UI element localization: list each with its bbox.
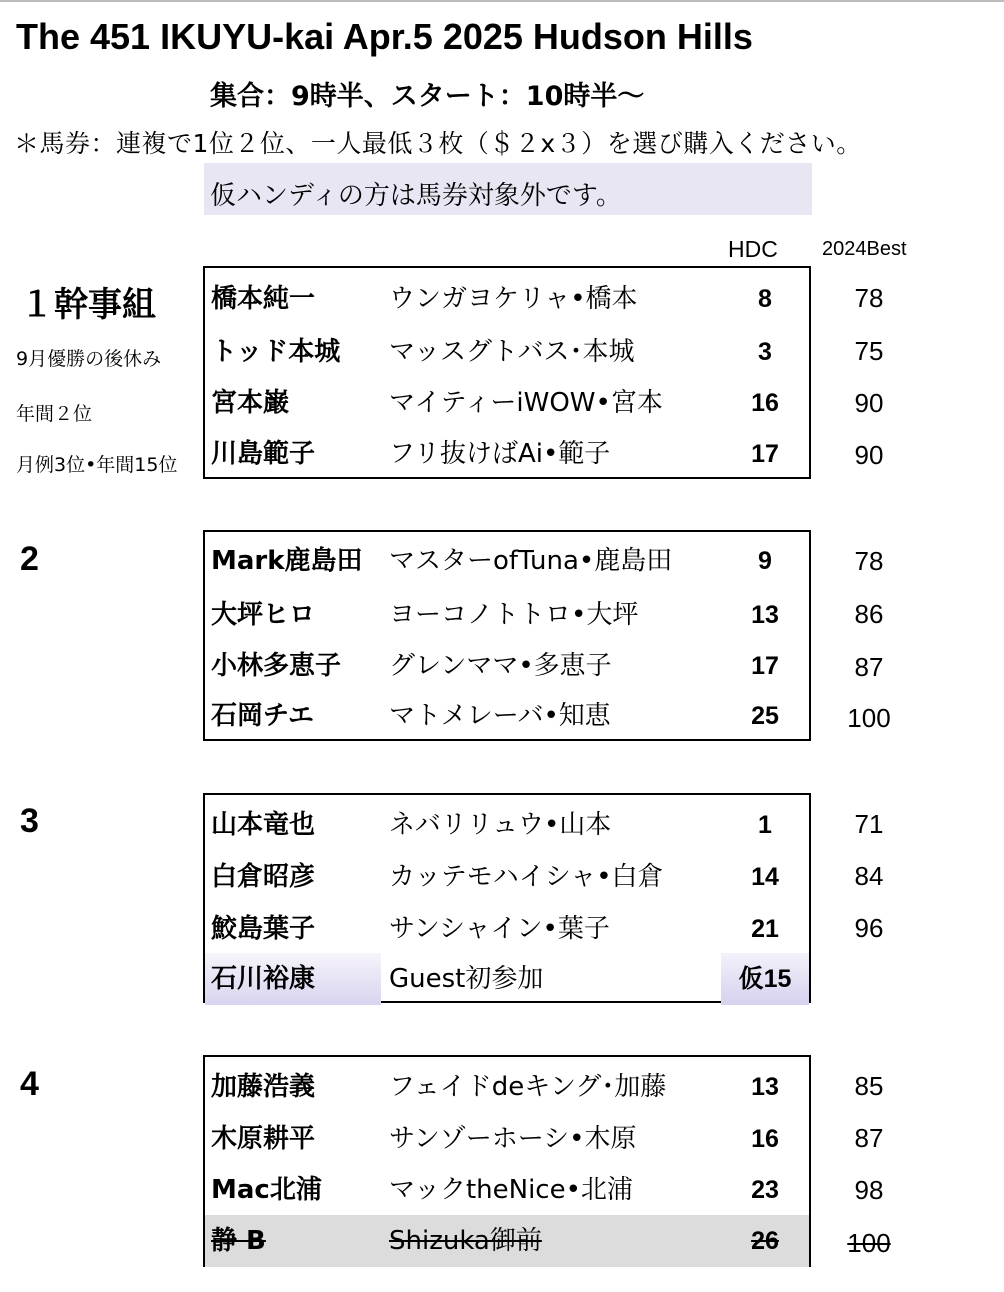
betting-note: ＊馬券：連複で1位２位、一人最低３枚（＄２x３）を選び購入ください。 bbox=[14, 129, 862, 158]
handicap: 23 bbox=[751, 1176, 779, 1204]
player-name: トッド本城 bbox=[211, 337, 341, 367]
player-name: 石岡チエ bbox=[211, 701, 314, 731]
player-row bbox=[205, 273, 809, 325]
team-name: カッテモハイシャ•白倉 bbox=[389, 862, 664, 892]
player-name: 白倉昭彦 bbox=[211, 862, 316, 892]
player-name: 大坪ヒロ bbox=[211, 600, 316, 630]
group-box bbox=[203, 530, 811, 741]
team-name: フリ抜けばAi•範子 bbox=[389, 439, 611, 469]
side-note: 9月優勝の後休み bbox=[16, 348, 162, 370]
top-divider bbox=[0, 0, 1004, 2]
best-score: 86 bbox=[854, 599, 884, 629]
player-row bbox=[205, 903, 809, 955]
best-column-header: 2024Best bbox=[822, 238, 907, 260]
best-score: 87 bbox=[854, 1123, 884, 1153]
best-score: 85 bbox=[854, 1071, 884, 1101]
handicap: 仮15 bbox=[721, 953, 809, 1005]
player-name: Mark鹿島田 bbox=[211, 546, 363, 576]
team-name: サンシャイン•葉子 bbox=[389, 914, 610, 944]
team-name: マックtheNice•北浦 bbox=[389, 1175, 633, 1205]
handicap: 17 bbox=[751, 652, 779, 680]
best-score: 78 bbox=[854, 283, 884, 313]
player-row bbox=[205, 690, 809, 742]
side-note: 月例3位•年間15位 bbox=[16, 454, 178, 476]
group-label: 2 bbox=[20, 540, 39, 578]
provisional-handicap-banner bbox=[204, 163, 812, 215]
team-name: フェイドdeキング･加藤 bbox=[389, 1072, 667, 1102]
player-row bbox=[205, 377, 809, 429]
team-name: ヨーコノトトロ•大坪 bbox=[389, 600, 639, 630]
handicap: 9 bbox=[758, 547, 772, 575]
best-score: 87 bbox=[854, 652, 884, 682]
banner-text: 仮ハンディの方は馬券対象外です。 bbox=[210, 181, 622, 211]
page-title: The 451 IKUYU-kai Apr.5 2025 Hudson Hills bbox=[16, 16, 753, 57]
player-name: 宮本巌 bbox=[211, 388, 290, 418]
hdc-column-header: HDC bbox=[728, 236, 778, 262]
team-name: グレンママ•多恵子 bbox=[389, 651, 612, 681]
group-label: 3 bbox=[20, 802, 39, 840]
guest-row bbox=[205, 953, 809, 1005]
handicap: 3 bbox=[758, 338, 772, 366]
player-row bbox=[205, 326, 809, 378]
team-name: マスターofTuna•鹿島田 bbox=[389, 546, 673, 576]
player-row bbox=[205, 589, 809, 641]
best-score: 100 bbox=[847, 703, 891, 733]
team-name: Shizuka御前 bbox=[389, 1226, 542, 1256]
best-score: 71 bbox=[854, 809, 884, 839]
team-name: マッスグトバス･本城 bbox=[389, 337, 635, 367]
player-name: Mac北浦 bbox=[211, 1175, 322, 1205]
group-box bbox=[203, 266, 811, 479]
best-score: 98 bbox=[854, 1175, 884, 1205]
meeting-time: 集合：9時半、スタート：10時半〜 bbox=[210, 81, 645, 112]
handicap: 16 bbox=[751, 1125, 779, 1153]
player-name: 静 B bbox=[211, 1226, 266, 1256]
group-label: 4 bbox=[20, 1065, 39, 1103]
withdrawn-row bbox=[205, 1215, 809, 1267]
player-row bbox=[205, 851, 809, 903]
handicap: 25 bbox=[751, 702, 779, 730]
team-name: マイティーiWOW•宮本 bbox=[389, 388, 663, 418]
player-name: 山本竜也 bbox=[211, 810, 316, 840]
best-score: 90 bbox=[854, 440, 884, 470]
group-label: １幹事組 bbox=[20, 286, 156, 324]
player-row bbox=[205, 1164, 809, 1216]
handicap: 26 bbox=[751, 1227, 779, 1255]
handicap: 13 bbox=[751, 1073, 779, 1101]
best-score: 100 bbox=[847, 1228, 891, 1258]
group-box bbox=[203, 793, 811, 1003]
player-row bbox=[205, 640, 809, 692]
team-name: Guest初参加 bbox=[389, 964, 544, 994]
group-box bbox=[203, 1055, 811, 1267]
player-name: 鮫島葉子 bbox=[211, 914, 316, 944]
best-score: 96 bbox=[854, 913, 884, 943]
best-score: 84 bbox=[854, 861, 884, 891]
team-name: ウンガヨケリャ•橋本 bbox=[389, 284, 638, 314]
handicap: 13 bbox=[751, 601, 779, 629]
team-name: マトメレーバ•知恵 bbox=[389, 701, 611, 731]
player-row bbox=[205, 428, 809, 480]
handicap: 16 bbox=[751, 389, 779, 417]
player-row bbox=[205, 799, 809, 851]
team-name: サンゾーホーシ•木原 bbox=[389, 1124, 637, 1154]
player-name: 石川裕康 bbox=[205, 953, 381, 1005]
handicap: 8 bbox=[758, 285, 772, 313]
handicap: 21 bbox=[751, 915, 779, 943]
player-row bbox=[205, 1113, 809, 1165]
side-note: 年間２位 bbox=[16, 403, 93, 425]
player-name: 川島範子 bbox=[211, 439, 316, 469]
team-name: ネバリリュウ•山本 bbox=[389, 810, 612, 840]
player-row bbox=[205, 1061, 809, 1113]
player-name: 小林多恵子 bbox=[211, 651, 342, 681]
best-score: 78 bbox=[854, 546, 884, 576]
player-name: 橋本純一 bbox=[211, 284, 316, 314]
best-score: 90 bbox=[854, 388, 884, 418]
best-score: 75 bbox=[854, 336, 884, 366]
handicap: 14 bbox=[751, 863, 779, 891]
handicap: 17 bbox=[751, 440, 779, 468]
handicap: 1 bbox=[758, 811, 772, 839]
player-name: 加藤浩義 bbox=[211, 1072, 316, 1102]
player-row bbox=[205, 535, 809, 587]
player-name: 木原耕平 bbox=[211, 1124, 316, 1154]
